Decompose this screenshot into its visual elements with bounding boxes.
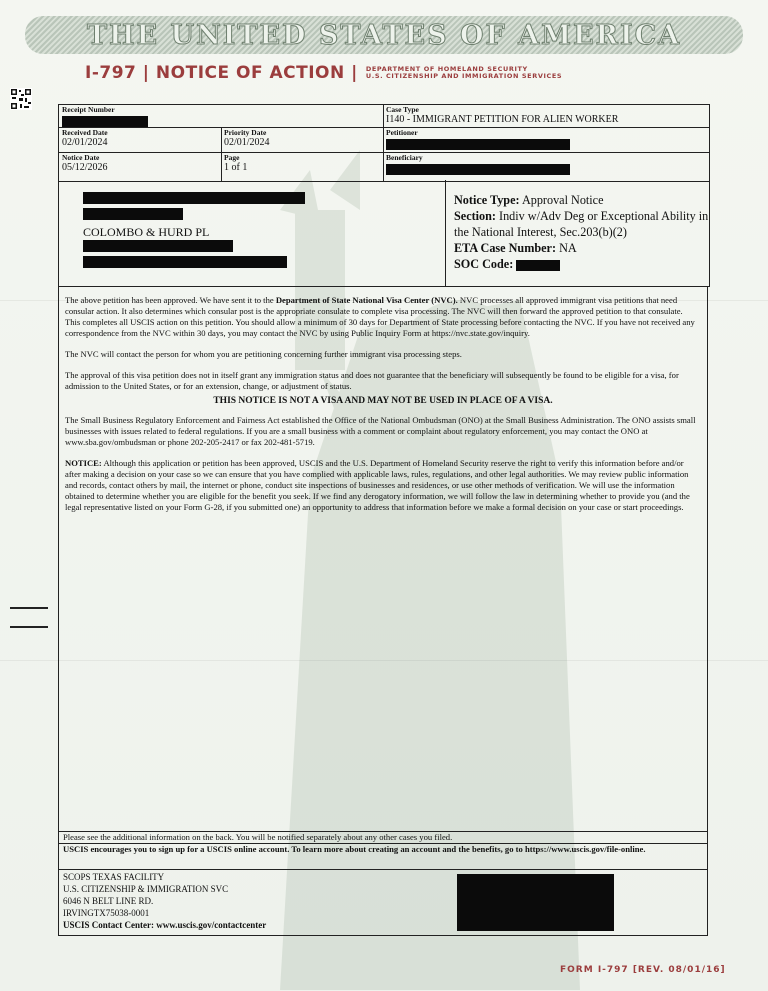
- notice-date-label: Notice Date: [62, 153, 100, 162]
- notice-type-value: Approval Notice: [521, 193, 604, 207]
- address-redaction: [83, 192, 305, 204]
- section-label: Section:: [454, 209, 496, 223]
- soc-code-redaction: [516, 260, 560, 271]
- body-text: This completes all USCIS action on this petition. You should allow a minimum of 30 days for Department of State processing before contacting the NVC. If you have not received any correspondence from the NVC within 30 days, you may contact the NVC by using Public Inquiry Form at https://nvc.state.gov/inquiry.: [65, 317, 695, 338]
- priority-date-cell: [221, 128, 383, 149]
- office-line: U.S. CITIZENSHIP & IMMIGRATION SVC: [63, 884, 229, 894]
- notice-body: [58, 286, 708, 832]
- petitioner-cell: [383, 128, 709, 155]
- office-line: IRVINGTX75038-0001: [63, 908, 150, 918]
- received-date-value: 02/01/2024: [62, 137, 108, 148]
- priority-date-label: Priority Date: [224, 128, 267, 137]
- receipt-number-label: Receipt Number: [62, 105, 115, 114]
- department-line-2: U.S. CITIZENSHIP AND IMMIGRATION SERVICES: [365, 72, 563, 80]
- section-value: Indiv w/Adv Deg or Exceptional Ability in the National Interest, Sec.203(b)(2): [454, 209, 709, 239]
- beneficiary-label: Beneficiary: [386, 153, 423, 162]
- qr-code-icon: [10, 88, 32, 110]
- office-line: SCOPS TEXAS FACILITY: [63, 872, 165, 882]
- case-type-value: I140 - IMMIGRANT PETITION FOR ALIEN WORKER: [386, 114, 619, 125]
- country-banner: [25, 16, 743, 54]
- case-type-cell: [383, 105, 709, 126]
- back-info-line: Please see the additional information on the back. You will be notified separately about any other cases you filed.: [58, 832, 708, 844]
- page-label: Page: [224, 153, 240, 162]
- form-header: [85, 63, 562, 83]
- notice-date-cell: [59, 153, 221, 174]
- notice-date-value: 05/12/2026: [62, 162, 108, 173]
- address-redaction: [83, 256, 287, 268]
- office-address-block: [58, 870, 708, 936]
- notice-bold-label: NOTICE:: [65, 458, 102, 468]
- notice-type-block: [445, 180, 709, 286]
- barcode-redaction: [457, 874, 614, 931]
- nvc-contact-paragraph: The NVC will contact the person for whom you are petitioning concerning further immigrant visa processing steps.: [65, 349, 462, 359]
- verification-notice-paragraph: [65, 458, 701, 513]
- address-notice-block: [58, 180, 710, 287]
- priority-date-value: 02/01/2024: [224, 137, 270, 148]
- department-block: [366, 66, 562, 81]
- petitioner-redaction: [386, 139, 570, 150]
- mailing-address: [83, 192, 305, 272]
- beneficiary-cell: [383, 153, 709, 180]
- form-title: I-797 | NOTICE OF ACTION |: [85, 63, 358, 83]
- received-date-cell: [59, 128, 221, 149]
- body-text: Although this application or petition has been approved, USCIS and the U.S. Department of Homeland Security reserve the right to verify this information before and/or after making a decision on your case so we can ensure that you have complied with applicable laws, rules, regulations, and other legal authorities. We may review public information and records, contact others by mail, the internet or phone, conduct site inspections of businesses and residences, or use other methods of verification. We will use the information obtained to determine whether you are eligible for the benefit you seek. If we find any derogatory information, we will follow the law in determining whether to provide you (and the legal representative listed on your Form G-28, if you submitted one) an opportunity to address that information before we make a formal decision on your case or start proceedings.: [65, 458, 690, 512]
- notice-type-label: Notice Type:: [454, 193, 520, 207]
- margin-mark: [10, 607, 48, 609]
- page-cell: [221, 153, 383, 174]
- nvc-paragraph: [65, 295, 701, 339]
- body-text: NVC processes all approved immigrant visa petitions that need consular action. It also determines which consular post is the appropriate consulate to complete visa processing. The NVC will then forward the approved petition to that consulate.: [65, 295, 683, 316]
- approval-disclaimer-paragraph: The approval of this visa petition does not in itself grant any immigration status and does not guarantee that the beneficiary will subsequently be found to be eligible for a visa, for admission to the United States, or for an extension, change, or adjustment of status.: [65, 370, 679, 391]
- receipt-number-redaction: [62, 116, 148, 127]
- law-firm-name: COLOMBO & HURD PL: [83, 225, 210, 239]
- margin-marks: [10, 607, 48, 645]
- margin-mark: [10, 626, 48, 628]
- banner-text: THE UNITED STATES OF AMERICA: [86, 19, 682, 51]
- ombudsman-paragraph: The Small Business Regulatory Enforcement and Fairness Act established the Office of the National Ombudsman (ONO) at the Small Business Administration. The ONO assists small businesses with issues related to federal regulations. If you are a small business with a comment or complaint about regulatory enforcement, you may contact the ONO at www.sba.gov/ombudsman or phone 202-205-2417 or fax 202-481-5719.: [65, 415, 696, 447]
- soc-code-label: SOC Code:: [454, 257, 514, 271]
- office-line: 6046 N BELT LINE RD.: [63, 896, 154, 906]
- not-a-visa-warning: THIS NOTICE IS NOT A VISA AND MAY NOT BE USED IN PLACE OF A VISA.: [213, 396, 553, 406]
- received-date-label: Received Date: [62, 128, 108, 137]
- eta-case-number-label: ETA Case Number:: [454, 241, 557, 255]
- case-type-label: Case Type: [386, 105, 419, 114]
- eta-case-number-value: NA: [559, 241, 577, 255]
- contact-center-line: USCIS Contact Center: www.uscis.gov/contactcenter: [63, 920, 267, 930]
- page-value: 1 of 1: [224, 162, 248, 173]
- form-revision: FORM I-797 [REV. 08/01/16]: [560, 965, 726, 975]
- online-account-line: USCIS encourages you to sign up for a USCIS online account. To learn more about creating an account and the benefits, go to https://www.uscis.gov/file-online.: [58, 844, 708, 870]
- beneficiary-redaction: [386, 164, 570, 175]
- department-line-1: DEPARTMENT OF HOMELAND SECURITY: [365, 64, 528, 73]
- petitioner-label: Petitioner: [386, 128, 418, 137]
- body-bold-text: Department of State National Visa Center (NVC).: [275, 295, 458, 305]
- body-text: The above petition has been approved. We have sent it to the: [65, 295, 276, 305]
- case-info-grid: [58, 104, 710, 182]
- address-redaction: [83, 208, 183, 220]
- address-redaction: [83, 240, 233, 252]
